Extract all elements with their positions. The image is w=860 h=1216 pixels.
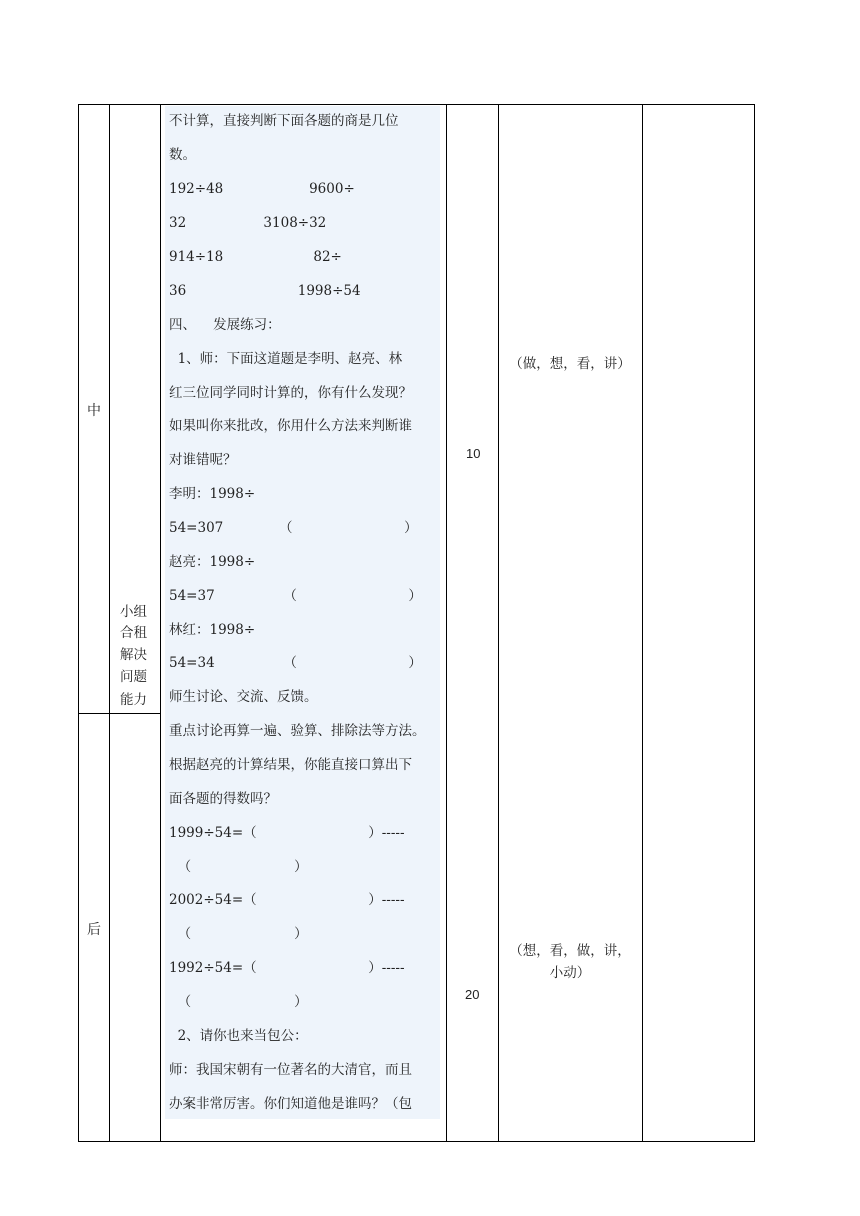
content-line: 1999÷54=（ ）----- bbox=[169, 825, 405, 841]
content-line: 红三位同学同时计算的，你有什么发现？ bbox=[169, 385, 412, 401]
column-divider-3 bbox=[446, 104, 447, 1142]
column-divider-2 bbox=[160, 104, 161, 1142]
stage-label-after: 后 bbox=[87, 922, 101, 938]
content-line: 2、请你也来当包公： bbox=[169, 1028, 308, 1044]
content-line: 办案非常厉害。你们知道他是谁吗？（包 bbox=[169, 1096, 412, 1112]
content-line: 面各题的得数吗？ bbox=[169, 791, 277, 807]
content-line: 师生讨论、交流、反馈。 bbox=[169, 689, 318, 705]
content-line: 32 3108÷32 bbox=[169, 215, 327, 231]
content-line: 1、师：下面这道题是李明、赵亮、林 bbox=[169, 351, 403, 367]
table-right-border bbox=[754, 104, 755, 1142]
content-line: 数。 bbox=[169, 147, 196, 163]
content-line: 对谁错呢？ bbox=[169, 452, 237, 468]
table-left-border bbox=[78, 104, 79, 1142]
content-line: 192÷48 9600÷ bbox=[169, 181, 355, 197]
table-top-border bbox=[78, 104, 755, 105]
content-line: （ ） bbox=[169, 926, 308, 942]
content-line: 李明：1998÷ bbox=[169, 486, 256, 502]
learning-method-1: （做，想，看，讲） bbox=[509, 356, 631, 372]
content-line: （ ） bbox=[169, 994, 308, 1010]
content-line: 不计算，直接判断下面各题的商是几位 bbox=[169, 113, 399, 129]
content-line: 1992÷54=（ ）----- bbox=[169, 960, 405, 976]
group-goal-line: 合租 bbox=[120, 625, 147, 641]
group-goal-line: 问题 bbox=[120, 669, 147, 685]
content-line: 林红：1998÷ bbox=[169, 622, 256, 638]
table-bottom-border bbox=[78, 1141, 755, 1142]
content-line: 914÷18 82÷ bbox=[169, 249, 342, 265]
learning-method-2-line: （想，看，做，讲， bbox=[509, 943, 631, 959]
content-line: 36 1998÷54 bbox=[169, 283, 361, 299]
content-line: 2002÷54=（ ）----- bbox=[169, 892, 405, 908]
content-line: 赵亮：1998÷ bbox=[169, 554, 256, 570]
content-line: 根据赵亮的计算结果，你能直接口算出下 bbox=[169, 757, 412, 773]
content-line: 如果叫你来批改，你用什么方法来判断谁 bbox=[169, 418, 412, 434]
time-minutes-1: 10 bbox=[466, 446, 481, 461]
content-line: 54=37 （ ） bbox=[169, 588, 422, 604]
group-goal-line: 小组 bbox=[120, 604, 147, 620]
column-divider-5 bbox=[642, 104, 643, 1142]
time-minutes-2: 20 bbox=[465, 987, 480, 1002]
content-line: （ ） bbox=[169, 859, 308, 875]
column-divider-4 bbox=[498, 104, 499, 1142]
content-line: 四、 发展练习： bbox=[169, 317, 281, 333]
stage-label-middle: 中 bbox=[87, 403, 101, 419]
content-line: 重点讨论再算一遍、验算、排除法等方法。 bbox=[169, 723, 426, 739]
row-divider bbox=[78, 713, 161, 714]
content-line: 54=34 （ ） bbox=[169, 655, 422, 671]
content-line: 54=307 （ ） bbox=[169, 520, 418, 536]
group-goal-line: 解决 bbox=[120, 647, 147, 663]
content-line: 师：我国宋朝有一位著名的大清官，而且 bbox=[169, 1062, 412, 1078]
column-divider-1 bbox=[109, 104, 110, 1142]
group-goal-line: 能力 bbox=[120, 692, 147, 708]
learning-method-2-line: 小动） bbox=[549, 965, 591, 981]
